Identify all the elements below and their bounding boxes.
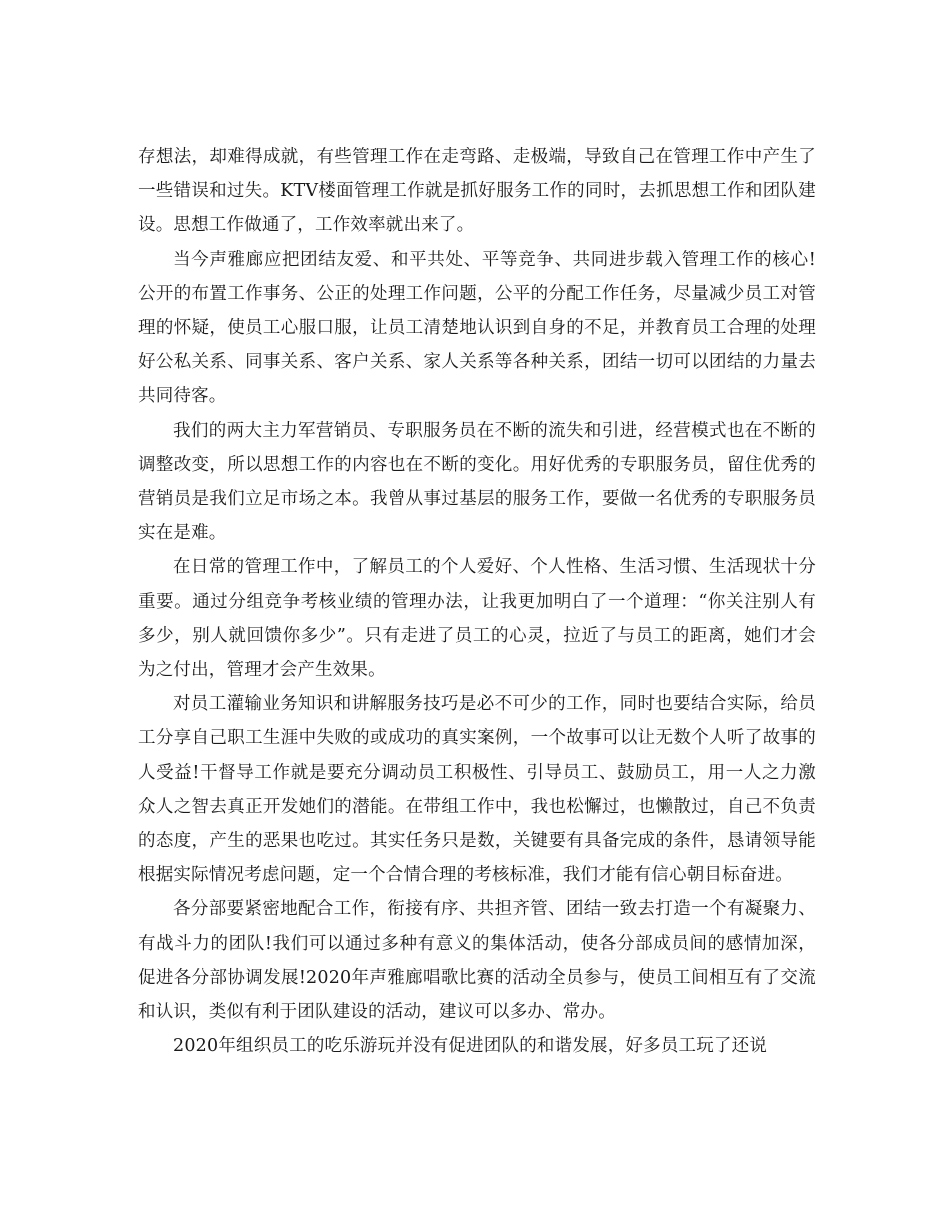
- paragraph-2: 当今声雅廊应把团结友爱、和平共处、平等竞争、共同进步载入管理工作的核心!公开的布置工作事务、公正的处理工作问题，公平的分配工作任务，尽量减少员工对管理的怀疑，使员工心服口服，让员工清楚地认识到自身的不足，并教育员工合理的处理好公私关系、同事关系、客户关系、家人关系等各种关系，团结一切可以团结的力量去共同待客。: [138, 249, 816, 407]
- paragraph-7: 2020年组织员工的吃乐游玩并没有促进团队的和谐发展，好多员工玩了还说: [173, 1036, 768, 1057]
- document-body: [138, 140, 816, 1063]
- paragraph-5: 对员工灌输业务知识和讲解服务技巧是必不可少的工作，同时也要结合实际，给员工分享自己职工生涯中失败的或成功的真实案例，一个故事可以让无数个人听了故事的人受益!干督导工作就是要充分调动员工积极性、引导员工、鼓励员工，用一人之力激众人之智去真正开发她们的潜能。在带组工作中，我也松懈过，也懒散过，自己不负责的态度，产生的恶果也吃过。其实任务只是数，关键要有具备完成的条件，恳请领导能根据实际情况考虑问题，定一个合情合理的考核标准，我们才能有信心朝目标奋进。: [138, 694, 816, 886]
- paragraph-4: 在日常的管理工作中，了解员工的个人爱好、个人性格、生活习惯、生活现状十分重要。通过分组竞争考核业绩的管理办法，让我更加明白了一个道理：“你关注别人有多少，别人就回馈你多少”。只有走进了员工的心灵，拉近了与员工的距离，她们才会为之付出，管理才会产生效果。: [138, 557, 816, 681]
- paragraph-1: 存想法，却难得成就，有些管理工作在走弯路、走极端，导致自己在管理工作中产生了一些错误和过失。KTV楼面管理工作就是抓好服务工作的同时，去抓思想工作和团队建设。思想工作做通了，工作效率就出来了。: [138, 147, 816, 236]
- paragraph-3: 我们的两大主力军营销员、专职服务员在不断的流失和引进，经营模式也在不断的调整改变，所以思想工作的内容也在不断的变化。用好优秀的专职服务员，留住优秀的营销员是我们立足市场之本。我曾从事过基层的服务工作，要做一名优秀的专职服务员实在是难。: [138, 420, 816, 544]
- paragraph-6: 各分部要紧密地配合工作，衔接有序、共担齐管、团结一致去打造一个有凝聚力、有战斗力的团队!我们可以通过多种有意义的集体活动，使各分部成员间的感情加深，促进各分部协调发展!2020年声雅廊唱歌比赛的活动全员参与，使员工间相互有了交流和认识，类似有利于团队建设的活动，建议可以多办、常办。: [138, 899, 816, 1023]
